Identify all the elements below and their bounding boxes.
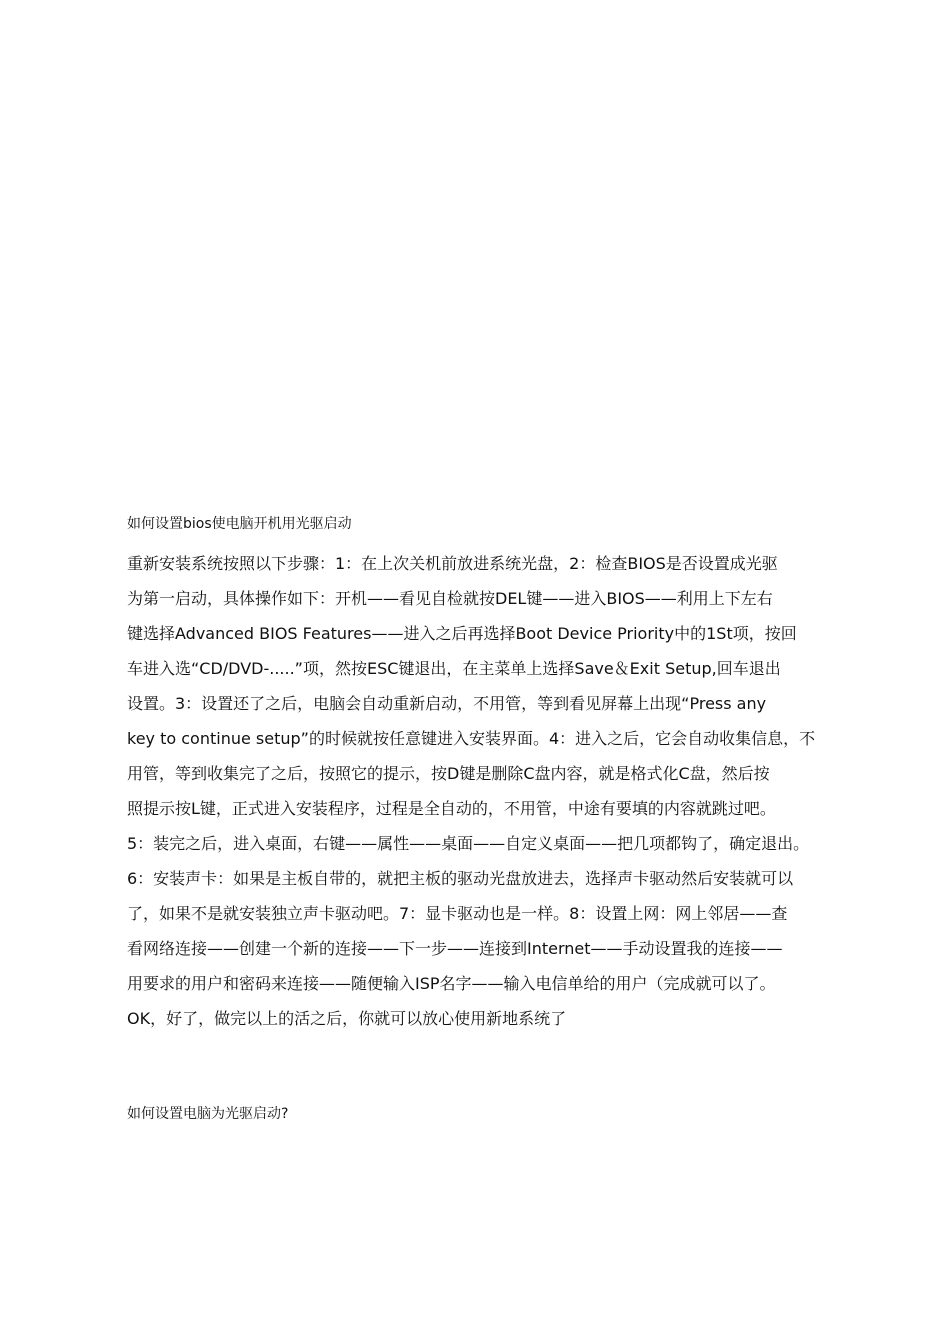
paragraph-line: 用要求的用户和密码来连接——随便输入ISP名字——输入电信单给的用户（完成就可以了。 <box>127 974 776 993</box>
paragraph-line: 照提示按L键，正式进入安装程序，过程是全自动的，不用管，中途有要填的内容就跳过吧。 <box>127 799 776 818</box>
paragraph-line: 为第一启动，具体操作如下：开机——看见自检就按DEL键——进入BIOS——利用上下左右 <box>127 589 773 608</box>
section-heading-bios-boot: 如何设置bios使电脑开机用光驱启动 <box>127 516 352 532</box>
paragraph-line: key to continue setup”的时候就按任意键进入安装界面。4：进入之后，它会自动收集信息，不 <box>127 729 816 748</box>
section-heading-cdrom-boot: 如何设置电脑为光驱启动? <box>127 1106 289 1122</box>
paragraph-line: 键选择Advanced BIOS Features——进入之后再选择Boot Device Priority中的1St项，按回 <box>127 624 797 643</box>
paragraph-line: 看网络连接——创建一个新的连接——下一步——连接到Internet——手动设置我的连接—— <box>127 939 783 958</box>
paragraph-line: 车进入选“CD/DVD-.....”项，然按ESC键退出，在主菜单上选择Save＆Exit Setup,回车退出 <box>127 659 781 678</box>
paragraph-line: 了，如果不是就安装独立声卡驱动吧。7：显卡驱动也是一样。8：设置上网：网上邻居——查 <box>127 904 788 923</box>
paragraph-line: 重新安装系统按照以下步骤：1：在上次关机前放进系统光盘，2：检查BIOS是否设置成光驱 <box>127 554 778 573</box>
paragraph-line: 6：安装声卡：如果是主板自带的，就把主板的驱动光盘放进去，选择声卡驱动然后安装就可以 <box>127 869 794 888</box>
paragraph-line: 5：装完之后，进入桌面，右键——属性——桌面——自定义桌面——把几项都钩了，确定退出。 <box>127 834 810 853</box>
instructions-paragraph <box>127 546 847 1036</box>
paragraph-line: 设置。3：设置还了之后，电脑会自动重新启动，不用管，等到看见屏幕上出现“Press any <box>127 694 767 713</box>
paragraph-line: 用管，等到收集完了之后，按照它的提示，按D键是删除C盘内容，就是格式化C盘，然后按 <box>127 764 770 783</box>
paragraph-line: OK，好了，做完以上的活之后，你就可以放心使用新地系统了 <box>127 1009 567 1028</box>
